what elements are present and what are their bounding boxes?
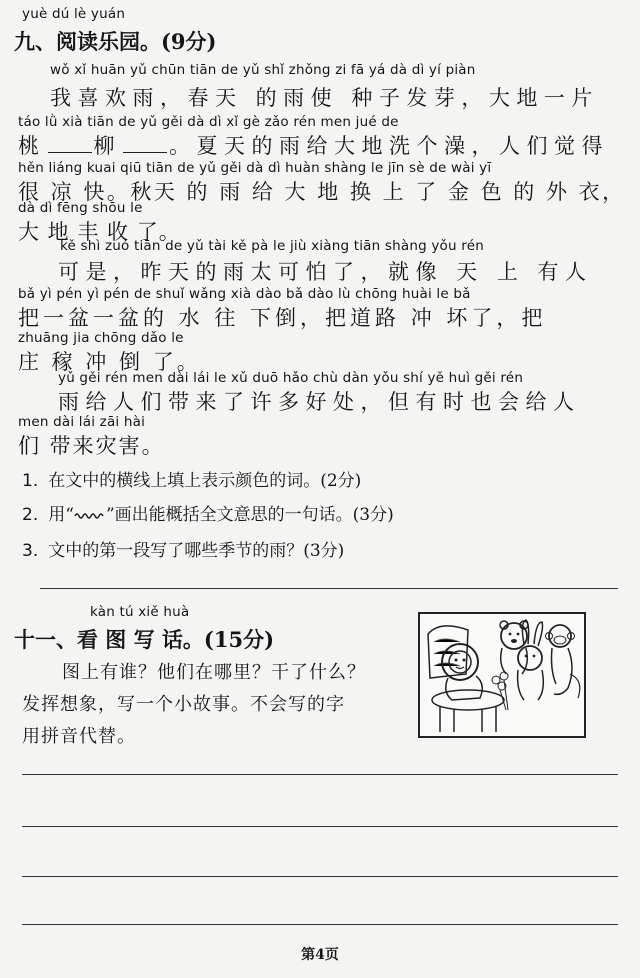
question-number: 1. <box>22 471 39 491</box>
question-text: 文中的第一段写了哪些季节的雨？(3分) <box>48 541 345 561</box>
text-line: 们 带来灾害。 <box>18 434 165 458</box>
wavy-underline-icon <box>74 511 106 521</box>
text-line: 雨给人们带来了许多好处，但有时也会给人 <box>58 390 581 414</box>
text-line: 庄 稼 冲 倒 了。 <box>18 350 201 374</box>
section9-title-pinyin: yuè dú lè yuán <box>22 6 126 22</box>
writing-line[interactable] <box>22 826 618 827</box>
section11-title: 十一、看 图 写 话。(15分) <box>14 627 275 652</box>
page-number: 第4页 <box>301 947 339 963</box>
pinyin-line: wǒ xǐ huān yǔ chūn tiān de yǔ shǐ zhǒng zi fā yá dà dì yí piàn <box>50 62 476 78</box>
pinyin-line: hěn liáng kuai qiū tiān de yǔ gěi dà dì huàn shàng le jīn sè de wài yī <box>18 160 492 176</box>
section9-title: 九、阅读乐园。(9分) <box>14 29 217 54</box>
answer-line[interactable] <box>40 588 618 589</box>
text-line: 可是，昨天的雨太可怕了，就像 天 上 有人 <box>58 260 593 284</box>
prompt-line: 发挥想象，写一个小故事。不会写的字 <box>22 694 345 715</box>
story-picture <box>418 612 586 738</box>
text-line <box>18 130 609 160</box>
pinyin-line: dà dì fēng shōu le <box>18 200 143 216</box>
text-line: 我喜欢雨，春天 的雨使 种子发芽，大地一片 <box>50 86 599 110</box>
pinyin-line: yǔ gěi rén men dài lái le xǔ duō hǎo chù dàn yǒu shí yě huì gěi rén <box>58 370 524 386</box>
question-number: 2. <box>22 505 39 525</box>
question-text: 在文中的横线上填上表示颜色的词。(2分) <box>48 471 362 491</box>
section11-title-pinyin: kàn tú xiě huà <box>90 604 190 620</box>
pinyin-line: táo lǜ xià tiān de yǔ gěi dà dì xǐ gè zǎo rén men jué de <box>18 114 399 130</box>
writing-line[interactable] <box>22 774 618 775</box>
writing-line[interactable] <box>22 876 618 877</box>
text-line: 很 凉 快。秋天 的 雨 给 大 地 换 上 了 金 色 的 外 衣， <box>18 180 626 204</box>
fill-blank-2[interactable] <box>123 136 167 153</box>
pinyin-line: kě shì zuó tiān de yǔ tài kě pà le jiù xiàng tiān shàng yǒu rén <box>60 238 484 254</box>
text-line: 把一盆一盆的 水 往 下倒，把道路 冲 坏了，把 <box>18 306 547 330</box>
text-fragment: 。夏天的雨给大地洗个澡，人们觉得 <box>169 134 609 158</box>
question-text: 用“ <box>48 505 74 525</box>
pinyin-line: bǎ yì pén yì pén de shuǐ wǎng xià dào bǎ dào lù chōng huài le bǎ <box>18 286 471 302</box>
fill-blank-1[interactable] <box>48 136 92 153</box>
animals-birthday-illustration-icon <box>420 614 584 736</box>
text-line: 大 地 丰 收 了。 <box>18 220 181 244</box>
question-number: 3. <box>22 541 39 561</box>
question-3 <box>22 536 344 561</box>
question-2 <box>22 500 394 525</box>
prompt-line: 用拼音代替。 <box>22 726 136 747</box>
prompt-line: 图上有谁？他们在哪里？干了什么？ <box>62 662 366 683</box>
pinyin-line: zhuāng jia chōng dǎo le <box>18 330 184 346</box>
pinyin-line: men dài lái zāi hài <box>18 414 146 430</box>
text-fragment: 柳 <box>93 134 121 158</box>
text-fragment: 桃 <box>18 134 46 158</box>
question-text: ”画出能概括全文意思的一句话。(3分) <box>105 505 394 525</box>
question-1 <box>22 466 361 491</box>
writing-line[interactable] <box>22 924 618 925</box>
